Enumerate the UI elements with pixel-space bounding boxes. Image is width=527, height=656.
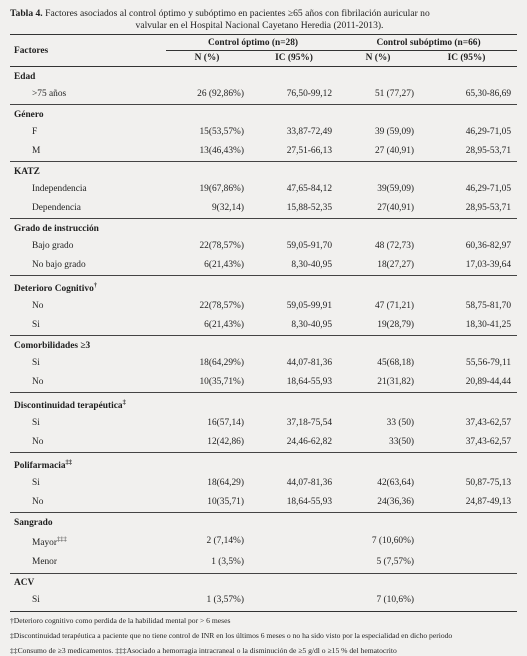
row-label-text: Si bbox=[32, 595, 40, 605]
cell-n-suboptimo: 19(28,79) bbox=[377, 319, 415, 330]
row-label bbox=[10, 256, 166, 276]
cell-ic-suboptimo: 17,03-39,64 bbox=[465, 259, 512, 270]
row-label bbox=[10, 199, 166, 219]
cell-n-optimo: 10(35,71%) bbox=[199, 376, 244, 387]
cell-ic-optimo: 18,64-55,93 bbox=[286, 376, 333, 387]
cell-n-suboptimo: 48 (72,73) bbox=[374, 240, 415, 251]
cell-n-optimo: 26 (92,86%) bbox=[197, 88, 244, 99]
section-row bbox=[10, 67, 517, 86]
row-label-text: No bbox=[32, 376, 44, 387]
table-row bbox=[10, 237, 517, 256]
table-row bbox=[10, 554, 517, 574]
cell-n-optimo: 1 (3,57%) bbox=[166, 592, 248, 612]
footnote-mark: ‡‡‡ bbox=[57, 536, 67, 544]
cell-ic-suboptimo: 28,95-53,71 bbox=[465, 202, 512, 213]
section-row bbox=[10, 105, 517, 124]
row-label-text: Si bbox=[32, 319, 40, 330]
cell-n-optimo: 18(64,29) bbox=[207, 477, 244, 488]
section-title-text: Polifarmacia bbox=[14, 461, 66, 472]
row-label bbox=[10, 414, 166, 433]
cell-n-suboptimo: 18(27,27) bbox=[377, 259, 415, 270]
section-title bbox=[10, 105, 517, 124]
cell-n-suboptimo: 33 (50) bbox=[386, 417, 415, 428]
section-title bbox=[10, 453, 517, 475]
cell-ic-optimo: 76,50-99,12 bbox=[286, 88, 333, 99]
table-row bbox=[10, 493, 517, 513]
section-title-text: KATZ bbox=[14, 166, 40, 177]
table-row bbox=[10, 373, 517, 393]
cell-n-optimo: 6(21,43%) bbox=[204, 259, 244, 270]
table-row bbox=[10, 531, 517, 553]
cell-ic-optimo: 24,46-62,82 bbox=[286, 436, 333, 447]
cell-ic-optimo: 59,05-91,70 bbox=[286, 240, 333, 251]
cell-n-suboptimo: 7 (10,60%) bbox=[371, 536, 415, 547]
cell-ic-suboptimo: 50,87-75,13 bbox=[465, 477, 512, 488]
row-label-text: Si bbox=[32, 417, 40, 428]
header-ic-optimo: IC (95%) bbox=[248, 51, 340, 67]
row-label bbox=[10, 180, 166, 199]
cell-ic-optimo: 27,51-66,13 bbox=[286, 145, 333, 156]
cell-ic-optimo: 15,88-52,35 bbox=[286, 202, 333, 213]
row-label-text: Dependencia bbox=[32, 202, 81, 213]
row-label-text: Independencia bbox=[32, 183, 87, 194]
header-ic-suboptimo: IC (95%) bbox=[416, 51, 517, 67]
cell-n-optimo: 12(42,86) bbox=[207, 436, 244, 447]
cell-ic-optimo: 18,64-55,93 bbox=[286, 496, 333, 507]
cell-n-suboptimo: 5 (7,57%) bbox=[376, 557, 415, 567]
cell-ic-optimo: 37,18-75,54 bbox=[286, 417, 333, 428]
cell-ic-suboptimo bbox=[416, 592, 517, 612]
header-n-optimo: N (%) bbox=[166, 51, 248, 67]
section-title-text: Deterioro Cognitivo bbox=[14, 284, 94, 295]
table-row bbox=[10, 354, 517, 373]
cell-n-optimo: 22(78,57%) bbox=[199, 240, 244, 251]
section-title-text: Grado de instrucción bbox=[14, 223, 99, 234]
header-n-suboptimo: N (%) bbox=[340, 51, 416, 67]
row-label-text: Si bbox=[32, 357, 40, 368]
cell-n-suboptimo: 33(50) bbox=[389, 436, 415, 447]
table-row bbox=[10, 414, 517, 433]
row-label-text: No bbox=[32, 496, 44, 507]
table-body bbox=[10, 67, 517, 612]
table-row bbox=[10, 85, 517, 105]
cell-ic-optimo: 8,30-40,95 bbox=[291, 319, 333, 330]
cell-ic-optimo: 8,30-40,95 bbox=[291, 259, 333, 270]
row-label-text: F bbox=[32, 126, 38, 137]
cell-n-suboptimo: 27(40,91) bbox=[377, 202, 415, 213]
cell-n-suboptimo: 24(36,36) bbox=[377, 496, 415, 507]
section-title-text: Edad bbox=[14, 71, 36, 82]
header-control-suboptimo: Control subóptimo (n=66) bbox=[340, 35, 517, 51]
cell-ic-suboptimo bbox=[416, 531, 517, 553]
section-title bbox=[10, 276, 517, 298]
row-label-text: >75 años bbox=[32, 88, 67, 99]
section-row bbox=[10, 162, 517, 181]
section-title-text: Comorbilidades ≥3 bbox=[14, 340, 91, 351]
cell-n-optimo: 1 (3,5%) bbox=[211, 557, 244, 567]
cell-ic-optimo: 33,87-72,49 bbox=[286, 126, 333, 137]
section-row bbox=[10, 336, 517, 355]
footnotes bbox=[10, 616, 517, 656]
cell-n-optimo: 6(21,43%) bbox=[204, 319, 244, 330]
section-title-text: Discontinuidad terapéutica bbox=[14, 401, 123, 412]
row-label bbox=[10, 592, 166, 612]
cell-ic-optimo: 47,65-84,12 bbox=[286, 183, 333, 194]
row-label bbox=[10, 531, 166, 553]
row-label-text: Menor bbox=[32, 557, 57, 567]
table-caption-line1: Factores asociados al control óptimo y subóptimo en pacientes ≥65 años con fibrilación auricular no bbox=[42, 8, 430, 19]
cell-ic-optimo bbox=[248, 554, 340, 574]
cell-n-suboptimo: 27 (40,91) bbox=[374, 145, 415, 156]
header-control-optimo: Control óptimo (n=28) bbox=[166, 35, 340, 51]
row-label bbox=[10, 316, 166, 336]
row-label bbox=[10, 85, 166, 105]
cell-n-suboptimo: 39 (59,09) bbox=[374, 126, 415, 137]
row-label bbox=[10, 297, 166, 316]
section-title-text: Género bbox=[14, 109, 44, 120]
section-row bbox=[10, 513, 517, 532]
cell-ic-suboptimo: 65,30-86,69 bbox=[465, 88, 512, 99]
section-row bbox=[10, 393, 517, 415]
table-header bbox=[10, 35, 517, 67]
cell-ic-suboptimo: 60,36-82,97 bbox=[465, 240, 512, 251]
row-label bbox=[10, 493, 166, 513]
section-row bbox=[10, 453, 517, 475]
cell-n-suboptimo: 47 (71,21) bbox=[374, 300, 415, 311]
section-title-text: ACV bbox=[14, 578, 35, 588]
section-title bbox=[10, 573, 517, 592]
cell-ic-suboptimo: 46,29-71,05 bbox=[465, 126, 512, 137]
row-label bbox=[10, 237, 166, 256]
row-label bbox=[10, 373, 166, 393]
cell-n-optimo: 10(35,71) bbox=[207, 496, 244, 507]
section-row bbox=[10, 276, 517, 298]
cell-n-optimo: 19(67,86%) bbox=[199, 183, 244, 194]
row-label-text: Bajo grado bbox=[32, 240, 74, 251]
footnote-mark: ‡‡ bbox=[65, 459, 73, 467]
table-caption bbox=[10, 8, 517, 32]
section-title-text: Sangrado bbox=[14, 517, 53, 528]
row-label bbox=[10, 123, 166, 142]
row-label-text: No bbox=[32, 300, 44, 311]
row-label bbox=[10, 354, 166, 373]
header-factores: Factores bbox=[10, 35, 166, 67]
cell-ic-optimo bbox=[248, 531, 340, 553]
cell-n-optimo: 18(64,29%) bbox=[199, 357, 244, 368]
cell-ic-optimo: 44,07-81,36 bbox=[286, 357, 333, 368]
table-row bbox=[10, 592, 517, 612]
footnote-polifarmacia-sangrado: ‡‡Consumo de ≥3 medicamentos. ‡‡‡Asociado a hemorragia intracraneal o la disminución de ≥5 g/dl o ≥15 % del hematocrito bbox=[10, 645, 397, 655]
cell-ic-suboptimo bbox=[416, 554, 517, 574]
table-row bbox=[10, 180, 517, 199]
cell-n-optimo: 16(57,14) bbox=[207, 417, 244, 428]
section-title bbox=[10, 219, 517, 238]
row-label bbox=[10, 433, 166, 453]
cell-n-suboptimo: 42(63,64) bbox=[377, 477, 415, 488]
section-title bbox=[10, 513, 517, 532]
cell-ic-suboptimo: 28,95-53,71 bbox=[465, 145, 512, 156]
cell-ic-suboptimo: 58,75-81,70 bbox=[465, 300, 512, 311]
table-row bbox=[10, 199, 517, 219]
footnote-deterioro: †Deterioro cognitivo como perdida de la habilidad mental por > 6 meses bbox=[10, 615, 231, 625]
table-caption-label: Tabla 4. bbox=[10, 8, 43, 19]
section-row bbox=[10, 219, 517, 238]
cell-n-optimo: 13(46,43%) bbox=[199, 145, 244, 156]
cell-n-suboptimo: 51 (77,27) bbox=[374, 88, 415, 99]
cell-n-optimo: 9(32,14) bbox=[211, 202, 244, 213]
cell-n-optimo: 22(78,57%) bbox=[199, 300, 244, 311]
cell-n-suboptimo: 39(59,09) bbox=[377, 183, 415, 194]
cell-ic-suboptimo: 20,89-44,44 bbox=[465, 376, 512, 387]
row-label bbox=[10, 142, 166, 162]
cell-ic-optimo: 59,05-99,91 bbox=[286, 300, 333, 311]
cell-ic-suboptimo: 37,43-62,57 bbox=[465, 436, 512, 447]
section-title bbox=[10, 67, 517, 86]
cell-ic-suboptimo: 37,43-62,57 bbox=[465, 417, 512, 428]
footnote-mark: † bbox=[93, 282, 98, 289]
cell-n-suboptimo: 45(68,18) bbox=[377, 357, 415, 368]
section-title bbox=[10, 393, 517, 415]
cell-ic-optimo: 44,07-81,36 bbox=[286, 477, 333, 488]
section-title bbox=[10, 162, 517, 181]
row-label-text: M bbox=[32, 145, 41, 156]
row-label-text: Mayor bbox=[32, 538, 57, 549]
cell-n-suboptimo: 7 (10,6%) bbox=[340, 592, 416, 612]
row-label-text: Si bbox=[32, 477, 40, 488]
table-row bbox=[10, 297, 517, 316]
table-row bbox=[10, 433, 517, 453]
cell-ic-optimo bbox=[248, 592, 340, 612]
cell-ic-suboptimo: 55,56-79,11 bbox=[466, 357, 512, 368]
row-label bbox=[10, 474, 166, 493]
cell-n-optimo: 2 (7,14%) bbox=[206, 536, 244, 547]
table-row bbox=[10, 123, 517, 142]
section-row bbox=[10, 573, 517, 592]
table-row bbox=[10, 256, 517, 276]
table-row bbox=[10, 316, 517, 336]
footnote-discontinuidad: ‡Discontinuidad terapéutica a paciente que no tiene control de INR en los últimos 6 meses o no ha sido visto por la especialidad en dicho periodo bbox=[10, 630, 453, 640]
section-title bbox=[10, 336, 517, 355]
table-row bbox=[10, 474, 517, 493]
data-table bbox=[10, 34, 517, 612]
row-label-text: No bajo grado bbox=[32, 259, 86, 270]
row-label-text: No bbox=[32, 436, 44, 447]
cell-n-optimo: 15(53,57%) bbox=[199, 126, 244, 137]
footnote-mark: ‡ bbox=[122, 399, 126, 407]
cell-n-suboptimo: 21(31,82) bbox=[377, 376, 415, 387]
table-caption-line2: valvular en el Hospital Nacional Cayetano Heredia (2011-2013). bbox=[135, 20, 384, 31]
row-label bbox=[10, 554, 166, 574]
cell-ic-suboptimo: 24,87-49,13 bbox=[465, 496, 512, 507]
table-row bbox=[10, 142, 517, 162]
cell-ic-suboptimo: 18,30-41,25 bbox=[465, 319, 512, 330]
cell-ic-suboptimo: 46,29-71,05 bbox=[465, 183, 512, 194]
